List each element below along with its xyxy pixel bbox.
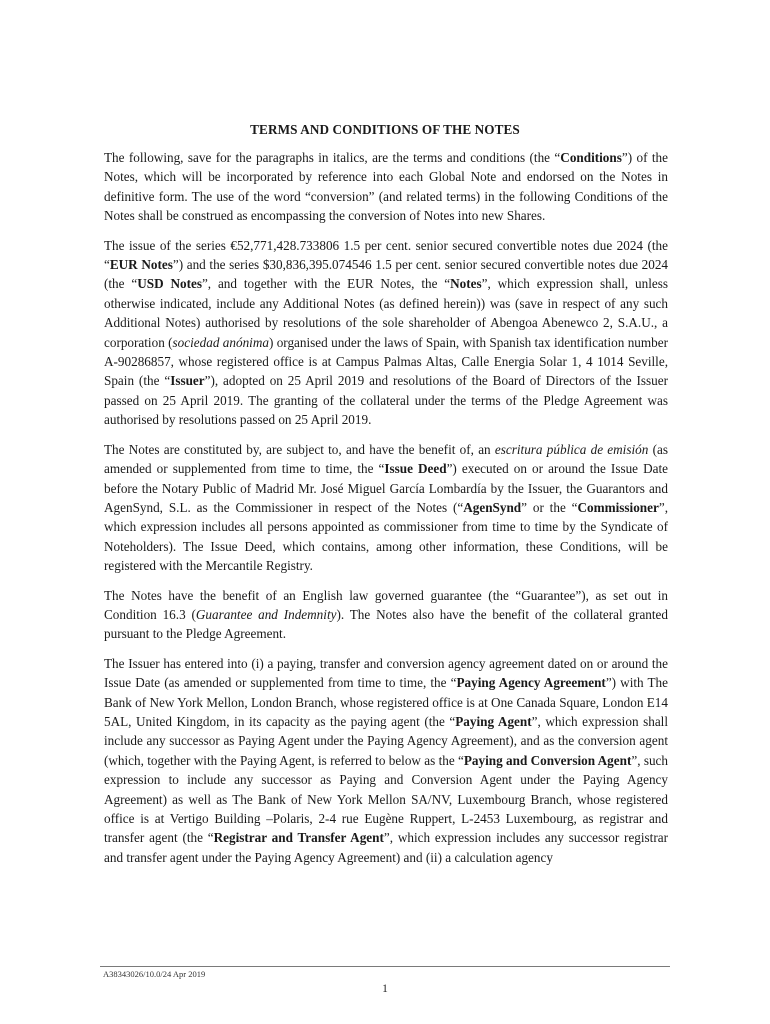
italic-term-sociedad-anonima: sociedad anónima [172,334,269,350]
paragraph-conditions-intro [104,148,668,226]
text-run: ”, which expression shall, unless otherwise indicated, include any Additional Notes (as defined herein)) was (save in respect of any such Additional Notes) authorised by resolutions of the sole shareholder of Abengoa Abenewco 2, S.A.U., a corporation ( [104,276,669,350]
paragraph-paying-agency [104,654,668,867]
text-run: ”) with The Bank of New York Mellon, London Branch, whose registered office is at One Canada Square, London E14 5AL, United Kingdom, in its capacity as the paying agent (the “ [104,675,668,729]
defined-term-paying-agent: Paying Agent [455,713,532,729]
text-run: ” or the “ [521,499,578,515]
text-run: The following, save for the paragraphs in italics, are the terms and conditions (the “ [104,150,561,165]
defined-term-issuer: Issuer [170,373,205,389]
text-run: The Notes have the benefit of an English law governed guarantee (the “Guarantee”), as set out in Condition 16.3 ( [104,587,668,622]
text-run: ”, and together with the EUR Notes, the “ [201,276,451,292]
defined-term-registrar-and-transfer-agent: Registrar and Transfer Agent [213,830,384,846]
text-run: ”, such expression to include any successor as Paying and Conversion Agent under the Paying Agency Agreement) as well as The Bank of New York Mellon SA/NV, Luxembourg Branch, whose registered office is at Vertigo Building –Polaris, 2-4 rue Eugène Ruppert, L-2453 Luxembourg, as registrar and transfer agent (the “ [104,752,668,846]
text-run: The Issuer has entered into (i) a paying, transfer and conversion agency agreement dated on or around the Issue Date (as amended or supplemented from time to time, the “ [104,655,668,691]
text-run: ”), adopted on 25 April 2019 and resolutions of the Board of Directors of the Issuer passed on 25 April 2019. The granting of the collateral under the terms of the Pledge Agreement was authorised by resolutions passed on 25 April 2019. [104,373,668,428]
text-run: ”, which expression shall include any successor as Paying Agent under the Paying Agency Agreement), and as the conversion agent (which, together with the Paying Agent, is referred to below as the “ [104,713,669,768]
defined-term-paying-agency-agreement: Paying Agency Agreement [456,675,606,691]
document-body [104,148,668,877]
defined-term-paying-and-conversion-agent: Paying and Conversion Agent [463,752,632,768]
text-run: (as amended or supplemented from time to time, the “ [104,441,668,477]
text-run: The Notes are constituted by, are subject to, and have the benefit of, an [104,441,495,457]
italic-term-guarantee-and-indemnity: Guarantee and Indemnity [195,606,337,622]
text-run: ”) executed on or around the Issue Date before the Notary Public of Madrid Mr. José Miguel García Lombardía by the Issuer, the Guarantors and AgenSynd, S.L. as the Commissioner in respect of the Notes (“ [104,461,668,515]
footer-divider [100,966,670,967]
text-run: ) organised under the laws of Spain, with Spanish tax identification number A-90286857, whose registered office is at Campus Palmas Altas, Calle Energia Solar 1, 4 1014 Seville, Spain (the “ [104,334,668,389]
defined-term-commissioner: Commissioner [577,499,659,515]
defined-term-agensynd: AgenSynd [463,499,522,515]
text-run: ”) and the series $30,836,395.074546 1.5 per cent. senior secured convertible notes due 2024 (the “ [104,257,669,292]
page-number: 1 [382,983,388,995]
footer-document-reference: A38343026/10.0/24 Apr 2019 [103,969,206,979]
paragraph-issue-deed [104,440,668,576]
document-title: TERMS AND CONDITIONS OF THE NOTES [250,122,520,137]
text-run: The issue of the series €52,771,428.733806 1.5 per cent. senior secured convertible notes due 2024 (the “ [104,237,668,273]
defined-term-conditions: Conditions [560,150,622,165]
text-run: ”) of the Notes, which will be incorporated by reference into each Global Note and endorsed on the Notes in definitive form. The use of the word “conversion” (and related terms) in the following Conditions of the Notes shall be construed as encompassing the conversion of Notes into new Shares. [104,150,669,224]
defined-term-issue-deed: Issue Deed [384,461,447,477]
defined-term-eur-notes: EUR Notes [109,257,173,273]
defined-term-usd-notes: USD Notes [137,276,202,292]
italic-term-escritura: escritura pública de emisión [494,441,649,457]
paragraph-notes-issue [104,236,668,430]
text-run: ). The Notes also have the benefit of the collateral granted pursuant to the Pledge Agreement. [104,606,669,642]
text-run: ”, which expression includes all persons appointed as commissioner from time to time by the Syndicate of Noteholders). The Issue Deed, which contains, among other information, these Conditions, will be registered with the Mercantile Registry. [104,499,668,574]
paragraph-guarantee [104,586,668,644]
text-run: ”, which expression includes any successor registrar and transfer agent under the Paying Agency Agreement) and (ii) a calculation agency [104,830,668,865]
defined-term-notes: Notes [450,276,482,292]
